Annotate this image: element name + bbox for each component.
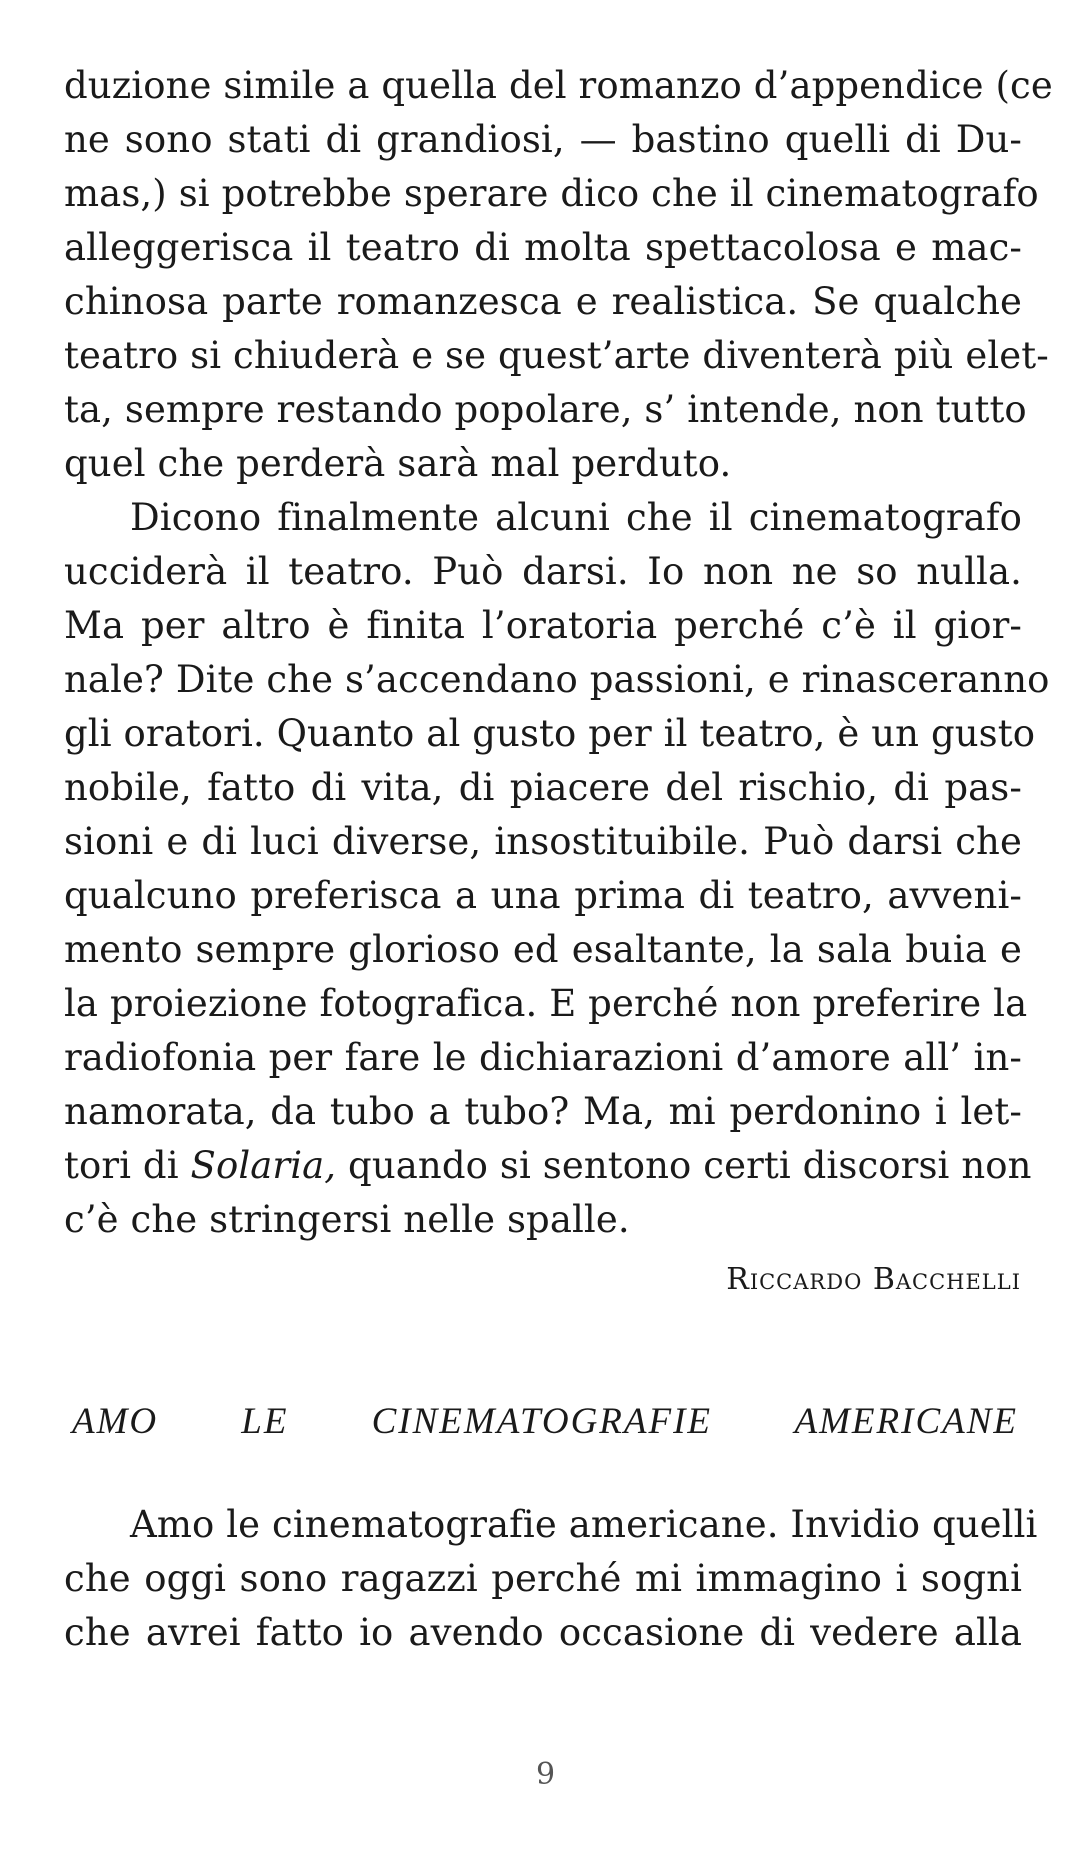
text-line: Ma per altro è finita l’oratoria perché c’è il gior- bbox=[64, 604, 1022, 647]
text-line: mas,) si potrebbe sperare dico che il cinematografo bbox=[64, 172, 1039, 215]
text-line: teatro si chiuderà e se quest’arte diventerà più elet- bbox=[64, 334, 1049, 377]
author-signature: Riccardo Bacchelli bbox=[726, 1262, 1021, 1297]
text-line: quel che perderà sarà mal perduto. bbox=[64, 442, 732, 485]
text-line: namorata, da tubo a tubo? Ma, mi perdonino i let- bbox=[64, 1090, 1022, 1133]
text-line: la proiezione fotografica. E perché non preferire la bbox=[64, 982, 1028, 1025]
paragraph-cinema-theatre bbox=[64, 491, 1050, 1247]
section-title: AMO LE CINEMATOGRAFIE AMERICANE bbox=[72, 1401, 1018, 1442]
text-line: ne sono stati di grandiosi, — bastino quelli di Du- bbox=[64, 118, 1022, 161]
text-fragment: quando si sentono certi discorsi non bbox=[336, 1144, 1032, 1187]
paragraph-continuation bbox=[64, 59, 1053, 491]
text-line: che avrei fatto io avendo occasione di vedere alla bbox=[64, 1611, 1022, 1654]
text-line: qualcuno preferisca a una prima di teatro, avveni- bbox=[64, 874, 1022, 917]
text-line: Amo le cinematografie americane. Invidio quelli bbox=[130, 1503, 1038, 1546]
text-line: sioni e di luci diverse, insostituibile. Può darsi che bbox=[64, 820, 1022, 863]
text-line: radiofonia per fare le dichiarazioni d’amore all’ in- bbox=[64, 1036, 1022, 1079]
text-line: nale? Dite che s’accendano passioni, e rinasceranno bbox=[64, 658, 1050, 701]
text-line: c’è che stringersi nelle spalle. bbox=[64, 1198, 630, 1241]
text-line: gli oratori. Quanto al gusto per il teatro, è un gusto bbox=[64, 712, 1036, 755]
text-line: duzione simile a quella del romanzo d’appendice (ce bbox=[64, 64, 1053, 107]
text-line-with-italic bbox=[64, 1139, 1032, 1193]
paragraph-american-cinema bbox=[64, 1498, 1038, 1660]
text-line: mento sempre glorioso ed esaltante, la sala buia e bbox=[64, 928, 1022, 971]
text-line: alleggerisca il teatro di molta spettacolosa e mac- bbox=[64, 226, 1022, 269]
page-number: 9 bbox=[535, 1757, 556, 1792]
journal-title-solaria: Solaria, bbox=[190, 1144, 337, 1187]
text-line: nobile, fatto di vita, di piacere del rischio, di pas- bbox=[64, 766, 1022, 809]
text-line: Dicono finalmente alcuni che il cinematografo bbox=[130, 496, 1022, 539]
text-line: ta, sempre restando popolare, s’ intende, non tutto bbox=[64, 388, 1027, 431]
text-line: chinosa parte romanzesca e realistica. Se qualche bbox=[64, 280, 1022, 323]
text-line: ucciderà il teatro. Può darsi. Io non ne so nulla. bbox=[64, 550, 1022, 593]
text-line: che oggi sono ragazzi perché mi immagino i sogni bbox=[64, 1557, 1022, 1600]
text-fragment: tori di bbox=[64, 1144, 191, 1187]
